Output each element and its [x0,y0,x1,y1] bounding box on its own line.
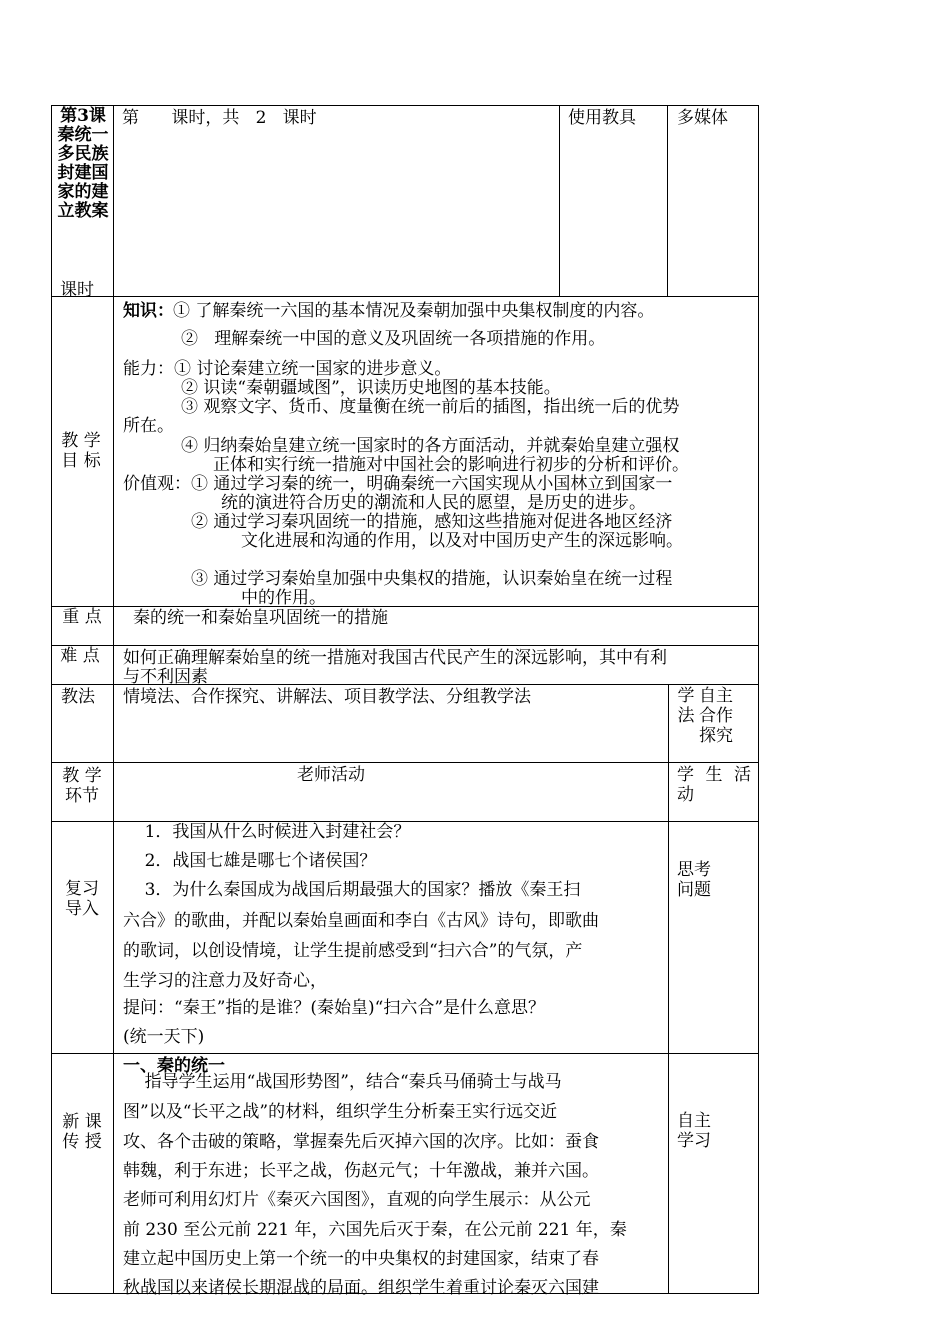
review-label: 复习 导入 [65,879,99,919]
new-lesson-student: 自主 学习 [677,1111,711,1151]
review-line: 3．为什么秦国成为战国后期最强大的国家？播放《秦王扫 [123,880,581,900]
review-student: 思考 问题 [677,860,711,900]
new-lesson-line: 图”以及“长平之战”的材料，组织学生分析秦王实行远交近 [123,1102,558,1122]
teacher-activity-header: 老师活动 [297,765,365,785]
new-lesson-line: 前 230 至公元前 221 年，六国先后灭于秦，在公元前 221 年，秦 [123,1220,627,1240]
difficulty-content-cell [113,645,759,685]
review-student-cell [668,821,759,1054]
new-lesson-label-cell [51,1053,114,1294]
student-activity-header: 学 生 活 动 [677,765,751,805]
ability-2: ② 识读“秦朝疆域图”，识读历史地图的基本技能。 [181,378,561,398]
review-line: 六合》的歌曲，并配以秦始皇画面和李白《古风》诗句，即歌曲 [123,911,599,931]
knowledge-1: ① 了解秦统一六国的基本情况及秦朝加强中央集权制度的内容。 [173,301,655,321]
tool-value-cell [667,105,759,297]
objectives-label: 教 学 目 标 [61,431,101,471]
ability-3b: 所在。 [123,416,174,436]
tool-label-cell [559,105,668,297]
student-activity-header-cell [668,762,759,822]
key-point-text: 秦的统一和秦始皇巩固统一的措施 [133,608,388,628]
value-2b: 文化进展和沟通的作用，以及对中国历史产生的深远影响。 [241,531,683,551]
value-3: ③ 通过学习秦始皇加强中央集权的措施，认识秦始皇在统一过程 [191,569,673,589]
value-1: 价值观：① 通过学习秦的统一，明确秦统一六国实现从小国林立到国家一 [123,474,673,494]
period-cell [113,105,560,297]
new-lesson-content-cell [113,1053,669,1298]
activity-label-cell [51,762,114,822]
tool-label: 使用教具 [568,108,636,128]
teacher-activity-header-cell [113,762,669,822]
key-point-label: 重 点 [62,607,102,627]
review-content-cell [113,821,669,1054]
key-point-label-cell [51,606,114,646]
knowledge-2: ② 理解秦统一中国的意义及巩固统一各项措施的作用。 [181,329,606,349]
value-1b: 统的演进符合历史的潮流和人民的愿望，是历史的进步。 [221,493,646,513]
method-text: 情境法、合作探究、讲解法、项目教学法、分组教学法 [123,687,531,707]
review-line: (统一天下) [123,1027,205,1047]
knowledge-label: 知识： [123,301,174,321]
method-content-cell [113,684,669,763]
review-line: 的歌词，以创设情境，让学生提前感受到“扫六合”的气氛，产 [123,941,583,961]
value-3b: 中的作用。 [241,588,326,608]
title-cell [51,105,114,297]
difficulty-line-2: 与不利因素 [123,667,208,687]
review-line: 生学习的注意力及好奇心， [123,971,327,991]
activity-label: 教 学 环节 [62,766,102,806]
new-lesson-line: 建立起中国历史上第一个统一的中央集权的封建国家，结束了春 [123,1249,599,1269]
difficulty-line-1: 如何正确理解秦始皇的统一措施对我国古代民产生的深远影响，其中有利 [123,648,667,668]
review-label-cell [51,821,114,1054]
new-lesson-line: 韩魏，利于东进；长平之战，伤赵元气；十年激战，兼并六国。 [123,1161,599,1181]
key-point-content-cell [113,606,759,646]
period-text: 第 课时，共 2 课时 [122,108,317,128]
lesson-title: 第3课秦统一多民族封建国家的建立教案 [57,106,109,221]
method-label-cell [51,684,114,763]
study-method-value: 自主 合作 探究 [699,686,733,746]
review-line: 提问：“秦王”指的是谁？(秦始皇)“扫六合”是什么意思？ [123,998,546,1018]
new-lesson-heading: 一、秦的统一 [123,1056,225,1076]
new-lesson-line: 攻、各个击破的策略，掌握秦先后灭掉六国的次序。比如：蚕食 [123,1132,599,1152]
value-2: ② 通过学习秦巩固统一的措施，感知这些措施对促进各地区经济 [191,512,673,532]
ability-1: 能力：① 讨论秦建立统一国家的进步意义。 [123,359,452,379]
ability-4b: 正体和实行统一措施对中国社会的影响进行初步的分析和评价。 [213,455,689,475]
tool-value: 多媒体 [677,108,728,128]
objectives-content-cell [113,296,759,607]
new-lesson-line: 老师可利用幻灯片《秦灭六国图》，直观的向学生展示：从公元 [123,1190,591,1210]
study-method-label: 学 法 [677,686,695,726]
new-lesson-student-cell [668,1053,759,1294]
new-lesson-line: 指导学生运用“战国形势图”，结合“秦兵马俑骑士与战马 [123,1072,562,1092]
study-method-cell [668,684,759,763]
ability-3: ③ 观察文字、货币、度量衡在统一前后的插图，指出统一后的优势 [181,397,680,417]
new-lesson-line: 秋战国以来诸侯长期混战的局面。组织学生着重讨论秦灭六国建 [123,1278,599,1298]
review-line: 1．我国从什么时候进入封建社会？ [123,822,411,842]
difficulty-label-cell [51,645,114,685]
title-suffix: 课时 [60,280,94,300]
new-lesson-label: 新 课 传 授 [62,1112,102,1152]
method-label: 教法 [61,687,95,707]
difficulty-label: 难 点 [60,646,100,666]
review-line: 2．战国七雄是哪七个诸侯国？ [123,851,377,871]
objectives-label-cell [51,280,114,607]
ability-4: ④ 归纳秦始皇建立统一国家时的各方面活动，并就秦始皇建立强权 [181,436,680,456]
